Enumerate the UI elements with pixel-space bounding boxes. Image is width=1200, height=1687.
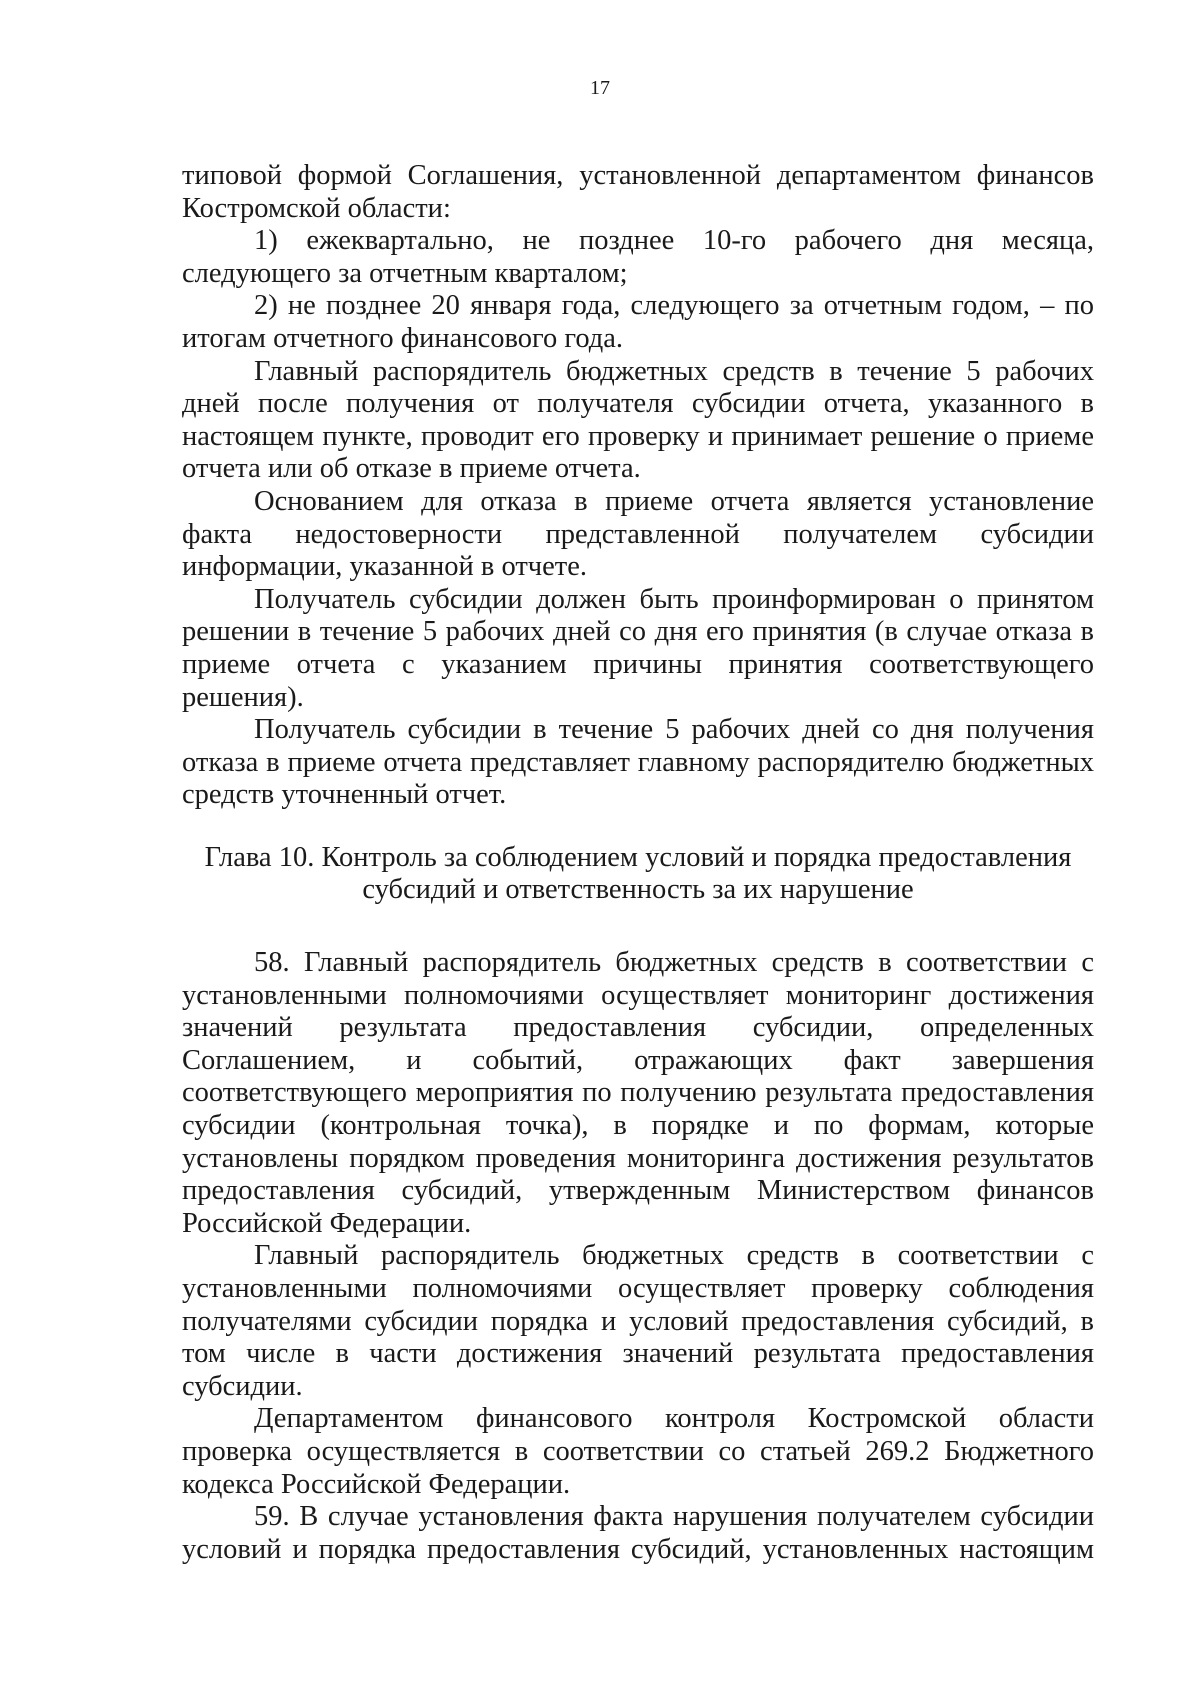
paragraph: 59. В случае установления факта нарушения получателем субсидии условий и порядка предоставления субсидий, установленных настоящим (182, 1501, 1094, 1565)
paragraph: 58. Главный распорядитель бюджетных средств в соответствии с установленными полномочиями осуществляет мониторинг достижения значений результата предоставления субсидии, определенных Соглашением, и событий, отражающих факт завершения соответствующего мероприятия по получению результата предоставления субсидии (контрольная точка), в порядке и по формам, которые установлены порядком проведения мониторинга достижения результатов предоставления субсидий, утвержденным Министерством финансов Российской Федерации. (182, 947, 1094, 1239)
page-number: 17 (590, 77, 610, 99)
paragraph: Получатель субсидии в течение 5 рабочих дней со дня получения отказа в приеме отчета представляет главному распорядителю бюджетных средств уточненный отчет. (182, 714, 1094, 811)
paragraph: 1) ежеквартально, не позднее 10-го рабочего дня месяца, следующего за отчетным кварталом; (182, 225, 1094, 289)
paragraph: Департаментом финансового контроля Костромской области проверка осуществляется в соответствии со статьей 269.2 Бюджетного кодекса Российской Федерации. (182, 1403, 1094, 1500)
chapter-heading-line: субсидий и ответственность за их нарушение (362, 874, 914, 906)
paragraph: Главный распорядитель бюджетных средств в течение 5 рабочих дней после получения от получателя субсидии отчета, указанного в настоящем пункте, проводит его проверку и принимает решение о приеме отчета или об отказе в приеме отчета. (182, 355, 1094, 485)
paragraph: Основанием для отказа в приеме отчета является установление факта недостоверности представленной получателем субсидии информации, указанной в отчете. (182, 485, 1094, 583)
paragraph: Главный распорядитель бюджетных средств в соответствии с установленными полномочиями осуществляет проверку соблюдения получателями субсидии порядка и условий предоставления субсидий, в том числе в части достижения значений результата предоставления субсидии. (182, 1240, 1094, 1402)
document-body (182, 160, 1094, 1566)
paragraph: Получатель субсидии должен быть проинформирован о принятом решении в течение 5 рабочих дней со дня его принятия (в случае отказа в приеме отчета с указанием причины принятия соответствующего решения). (182, 583, 1094, 713)
paragraph: 2) не позднее 20 января года, следующего за отчетным годом, – по итогам отчетного финансового года. (182, 290, 1094, 354)
paragraph: типовой формой Соглашения, установленной департаментом финансов Костромской области: (182, 160, 1094, 224)
chapter-heading-line: Глава 10. Контроль за соблюдением условий и порядка предоставления (204, 841, 1072, 873)
chapter-heading (182, 842, 1094, 907)
